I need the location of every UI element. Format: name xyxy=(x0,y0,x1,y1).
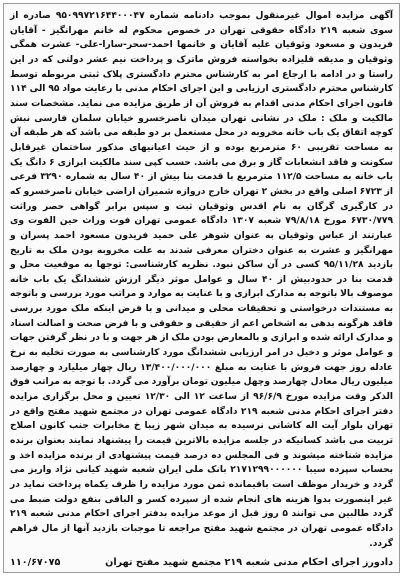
auction-notice xyxy=(3,3,400,573)
notice-footer xyxy=(10,557,393,568)
notice-signature: دادورز اجرای احکام مدنی شعبه ۲۱۹ مجتمع شهید مفتح تهران xyxy=(105,557,393,568)
notice-code: ۱۱۰/۶۷۰۷۵ xyxy=(10,557,61,568)
notice-body-text: آگهی مزایده اموال غیرمنقول بموجب دادنامه شماره ۹۵۰۹۹۷۲۱۶۴۴۰۰۰۴۷ صادره از سوی شعبه ۲۱۹ دادگاه حقوقی تهران در خصوص محکوم له خانم مهرانگیز - آقایان فریدون و مسعود وثوقیان علیه آقایان و خانمها احمد-سحر-سارا-علی- عشرت همگی وثوقیان و مدیقه قلیزاده بخواسته فروش ماترک و پرداخت نیم عشر دولتی که در این راستا و در ادامه با ارجاع امر به کارشناس محترم دادگستری پلاک ثبتی مربوطه توسط کارشناس محترم دادگستری ارزیابی و این اجرای احکام مدنی با رعایت مواد ۹۵ الی ۱۱۴ قانون اجرای احکام مدنی اقدام به فروش آن از طریق مزایده می نماید. مشخصات سند مالکیت و ملک : ملک در نشانی تهران میدان ناصرخسرو خیابان سلمان فارسی نبش کوچه اتفاق یک باب خانه مخروبه در محل مستعمل بر دو طبقه می باشد که هر طبقه آن به مساحت تقریبی ۶۰ مترمربع بوده و از حیث اعیانیهای مذکور ساختمان غیرقابل سکونت و فاقد انشعابات گاز و برق می باشد. حسب کپی سند مالکیت ابرازی ۶ دانگ یک باب خانه به مساحت ۱۱۲/۵ مترمربع با قدمت بنا بیش از ۴۰ سال به شماره ۳۲۹۰ فرعی از ۶۷۲۳ اصلی واقع در بخش ۲ تهران خارج دروازه شمیران اراضی خیابان ناصرخسرو که در کارگیری گرگان به نام اقدس وثوقیان ثبت و سپس برابر گواهی حصر وراثت ۶۷۳۰/۷۷۹ مورخ ۷۹/۸/۱۸ شعبه ۱۳۰۷ دادگاه عمومی تهران فوت وراث حین الفوت وی عبارتند از عباس وثوقیان به عنوان شوهر علی حمید فریدون مسعود احمد پسران و مهرانگیز و عشرت به عنوان دختران معرفی شدند به علت مخروبه بودن ملک به تاریخ بازدید ۹۵/۱۱/۲۸ کسی در آن ساکن نبود. نظریه کارشناسی: توجها به موقعیت محل و قدمت بنا در حدودبیش از ۴۰ سال و عوامل موثر دیگر ارزش ششدانگ یک باب خانه موصوف بالا باتوجه به مدارک ابرازی و با عنایت به موارد و مراتب مورد بررسی و باتوجه به مستندات درخواستی و تحقیقات محلی و میدانی و با فرض اینکه ملک مورد بررسی فاقد هرگونه بدهی به اشخاص اعم از حقیقی و حقوقی و با فرض صحت و اصالت اسناد و مدارک ارائه شده و ابرازی و بالمعارض بودن ملک از هر جهت و با در نظر گرفتن جهات و عوامل موثر و دخیل در امر ارزیابی ششدانگ مورد کارشناسی به صورت تخلیه به نرخ عادله روز جهت فروش با عنایت به مبلغ ۱۳/۴۰۰/۰۰۰/۰۰۰ ریال چهار میلیارد و چهارصد میلیون ریال معادل چهارصد وچهل میلیون تومان برآورد می گردد. با توجه به مراتب فوق الذکر وقت مزایده مورخ ۹۶/۶/۹ از ساعت ۱۲ الی ۱۲/۳۰ تعیین و محل برگزاری مزایده دفتر اجرای احکام مدنی شعبه ۲۱۹ دادگاه عمومی تهران در مجتمع شهید مفتح واقع در تهران بلوار آیت اله کاشانی نرسیده به میدان شهر زیبا خ مخابرات جنب کانون اصلاح تربیت می باشد کسانیکه در جلسه مزایده بالاترین قیمت را پیشنهاد نمایند بعنوان برنده مزایده شناخته میشوند و فی المجلس ده درصد قیمت پیشنهادی از برنده مزایده اخذ و بحساب سپرده سیبا ۲۱۷۱۲۹۹۰۰۰۰۰۰ بانک ملی ایران شعبه شهید کیانی نژاد واریز می گردد و خریدار موظف است باقیمانده ثمن مورد مزایده را ظرف یکماه پرداخت نماید در غیر اینصورت بدوا هزینه های انجام شده از سپرده کسر و الباقی بنفع دولت ضبط می گردد طالبین می توانند ۵ روز قبل از موعد مزایده بدفتر اجرای احکام مدنی شعبه ۲۱۹ دادگاه عمومی تهران در مجتمع شهید مفتح مراجعه تا موجبات بازدید آنها از مال فراهم گردد. xyxy=(10,11,394,549)
